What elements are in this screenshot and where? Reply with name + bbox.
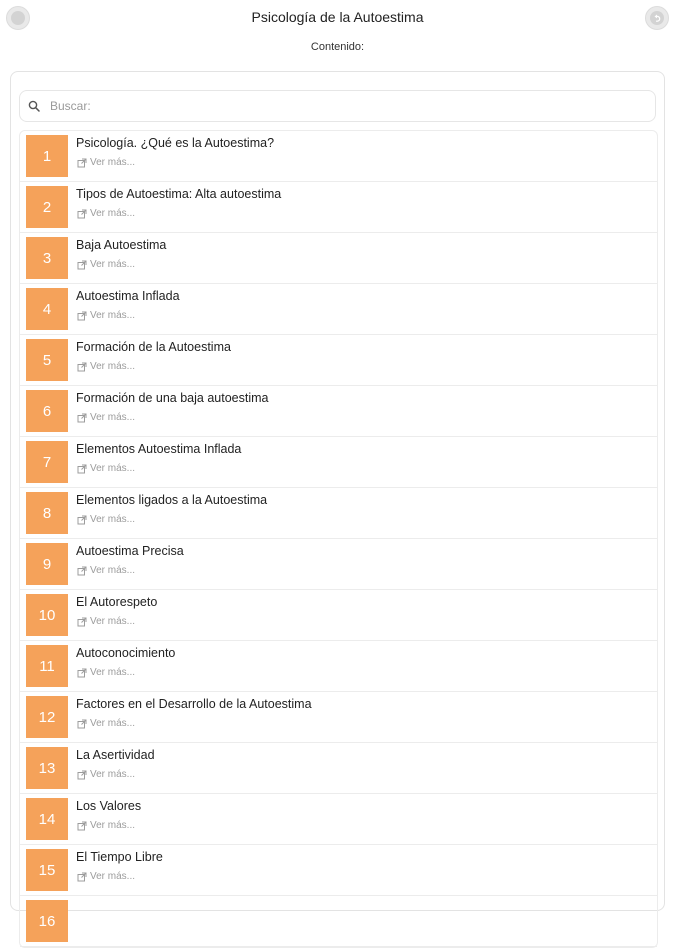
external-link-icon <box>77 566 87 576</box>
item-title: Elementos Autoestima Inflada <box>76 442 242 456</box>
external-link-icon <box>77 872 87 882</box>
external-link-icon <box>77 362 87 372</box>
list-item[interactable] <box>20 386 657 437</box>
see-more-link[interactable] <box>77 514 135 525</box>
external-link-icon <box>77 311 87 321</box>
see-more-label: Ver más... <box>90 310 136 321</box>
see-more-label: Ver más... <box>90 208 136 219</box>
item-number-badge: 1 <box>26 135 68 177</box>
see-more-label: Ver más... <box>90 820 136 831</box>
item-number-badge: 13 <box>26 747 68 789</box>
external-link-icon <box>77 260 87 270</box>
see-more-label: Ver más... <box>90 565 136 576</box>
item-number-badge: 9 <box>26 543 68 585</box>
item-title: Elementos ligados a la Autoestima <box>76 493 268 507</box>
list-item[interactable] <box>20 896 657 947</box>
back-arrow-icon[interactable] <box>645 6 669 30</box>
back-arrow-glyph <box>650 11 664 25</box>
see-more-label: Ver más... <box>90 361 136 372</box>
see-more-label: Ver más... <box>90 412 136 423</box>
item-title: La Asertividad <box>76 748 155 762</box>
item-title: Psicología. ¿Qué es la Autoestima? <box>76 136 275 150</box>
list-item[interactable] <box>20 437 657 488</box>
top-bar <box>0 0 675 64</box>
see-more-label: Ver más... <box>90 259 136 270</box>
item-number-badge: 14 <box>26 798 68 840</box>
list-item[interactable] <box>20 335 657 386</box>
item-number-badge: 16 <box>26 900 68 942</box>
see-more-link[interactable] <box>77 565 135 576</box>
content-panel <box>10 71 665 930</box>
external-link-icon <box>77 515 87 525</box>
see-more-label: Ver más... <box>90 463 136 474</box>
list-item[interactable] <box>20 794 657 845</box>
list-item[interactable] <box>20 845 657 896</box>
item-number-badge: 12 <box>26 696 68 738</box>
external-link-icon <box>77 719 87 729</box>
see-more-link[interactable] <box>77 667 135 678</box>
page-subtitle: Contenido: <box>310 41 365 53</box>
item-title: Los Valores <box>76 799 142 813</box>
see-more-label: Ver más... <box>90 871 136 882</box>
see-more-link[interactable] <box>77 820 135 831</box>
item-title: Baja Autoestima <box>76 238 167 252</box>
item-title: Autoestima Precisa <box>76 544 184 558</box>
see-more-link[interactable] <box>77 310 135 321</box>
item-title: El Autorespeto <box>76 595 158 609</box>
see-more-label: Ver más... <box>90 616 136 627</box>
see-more-link[interactable] <box>77 718 135 729</box>
search-input[interactable] <box>48 98 655 114</box>
external-link-icon <box>77 770 87 780</box>
list-item[interactable] <box>20 743 657 794</box>
see-more-link[interactable] <box>77 463 135 474</box>
external-link-icon <box>77 821 87 831</box>
item-title: Factores en el Desarrollo de la Autoestima <box>76 697 312 711</box>
item-title: Formación de la Autoestima <box>76 340 231 354</box>
external-link-icon <box>77 668 87 678</box>
see-more-label: Ver más... <box>90 718 136 729</box>
item-number-badge: 7 <box>26 441 68 483</box>
content-list <box>19 130 658 948</box>
item-title: Autoconocimiento <box>76 646 176 660</box>
item-number-badge: 10 <box>26 594 68 636</box>
item-number-badge: 2 <box>26 186 68 228</box>
external-link-icon <box>77 464 87 474</box>
external-link-icon <box>77 413 87 423</box>
item-number-badge: 15 <box>26 849 68 891</box>
item-number-badge: 5 <box>26 339 68 381</box>
external-link-icon <box>77 617 87 627</box>
see-more-label: Ver más... <box>90 769 136 780</box>
see-more-label: Ver más... <box>90 514 136 525</box>
list-item[interactable] <box>20 182 657 233</box>
list-item[interactable] <box>20 692 657 743</box>
see-more-label: Ver más... <box>90 157 136 168</box>
page-title: Psicología de la Autoestima <box>251 9 424 25</box>
item-title: Formación de una baja autoestima <box>76 391 269 405</box>
item-number-badge: 8 <box>26 492 68 534</box>
see-more-link[interactable] <box>77 208 135 219</box>
list-item[interactable] <box>20 641 657 692</box>
search-icon <box>28 100 40 112</box>
item-number-badge: 4 <box>26 288 68 330</box>
list-item[interactable] <box>20 590 657 641</box>
see-more-link[interactable] <box>77 361 135 372</box>
see-more-label: Ver más... <box>90 667 136 678</box>
item-number-badge: 11 <box>26 645 68 687</box>
list-item[interactable] <box>20 131 657 182</box>
see-more-link[interactable] <box>77 412 135 423</box>
item-title: El Tiempo Libre <box>76 850 163 864</box>
see-more-link[interactable] <box>77 259 135 270</box>
item-number-badge: 6 <box>26 390 68 432</box>
external-link-icon <box>77 158 87 168</box>
item-title: Tipos de Autoestima: Alta autoestima <box>76 187 282 201</box>
search-box[interactable] <box>19 90 656 122</box>
external-link-icon <box>77 209 87 219</box>
list-item[interactable] <box>20 284 657 335</box>
see-more-link[interactable] <box>77 769 135 780</box>
list-item[interactable] <box>20 539 657 590</box>
see-more-link[interactable] <box>77 616 135 627</box>
see-more-link[interactable] <box>77 871 135 882</box>
list-item[interactable] <box>20 488 657 539</box>
item-title: Autoestima Inflada <box>76 289 180 303</box>
see-more-link[interactable] <box>77 157 135 168</box>
list-item[interactable] <box>20 233 657 284</box>
item-number-badge: 3 <box>26 237 68 279</box>
